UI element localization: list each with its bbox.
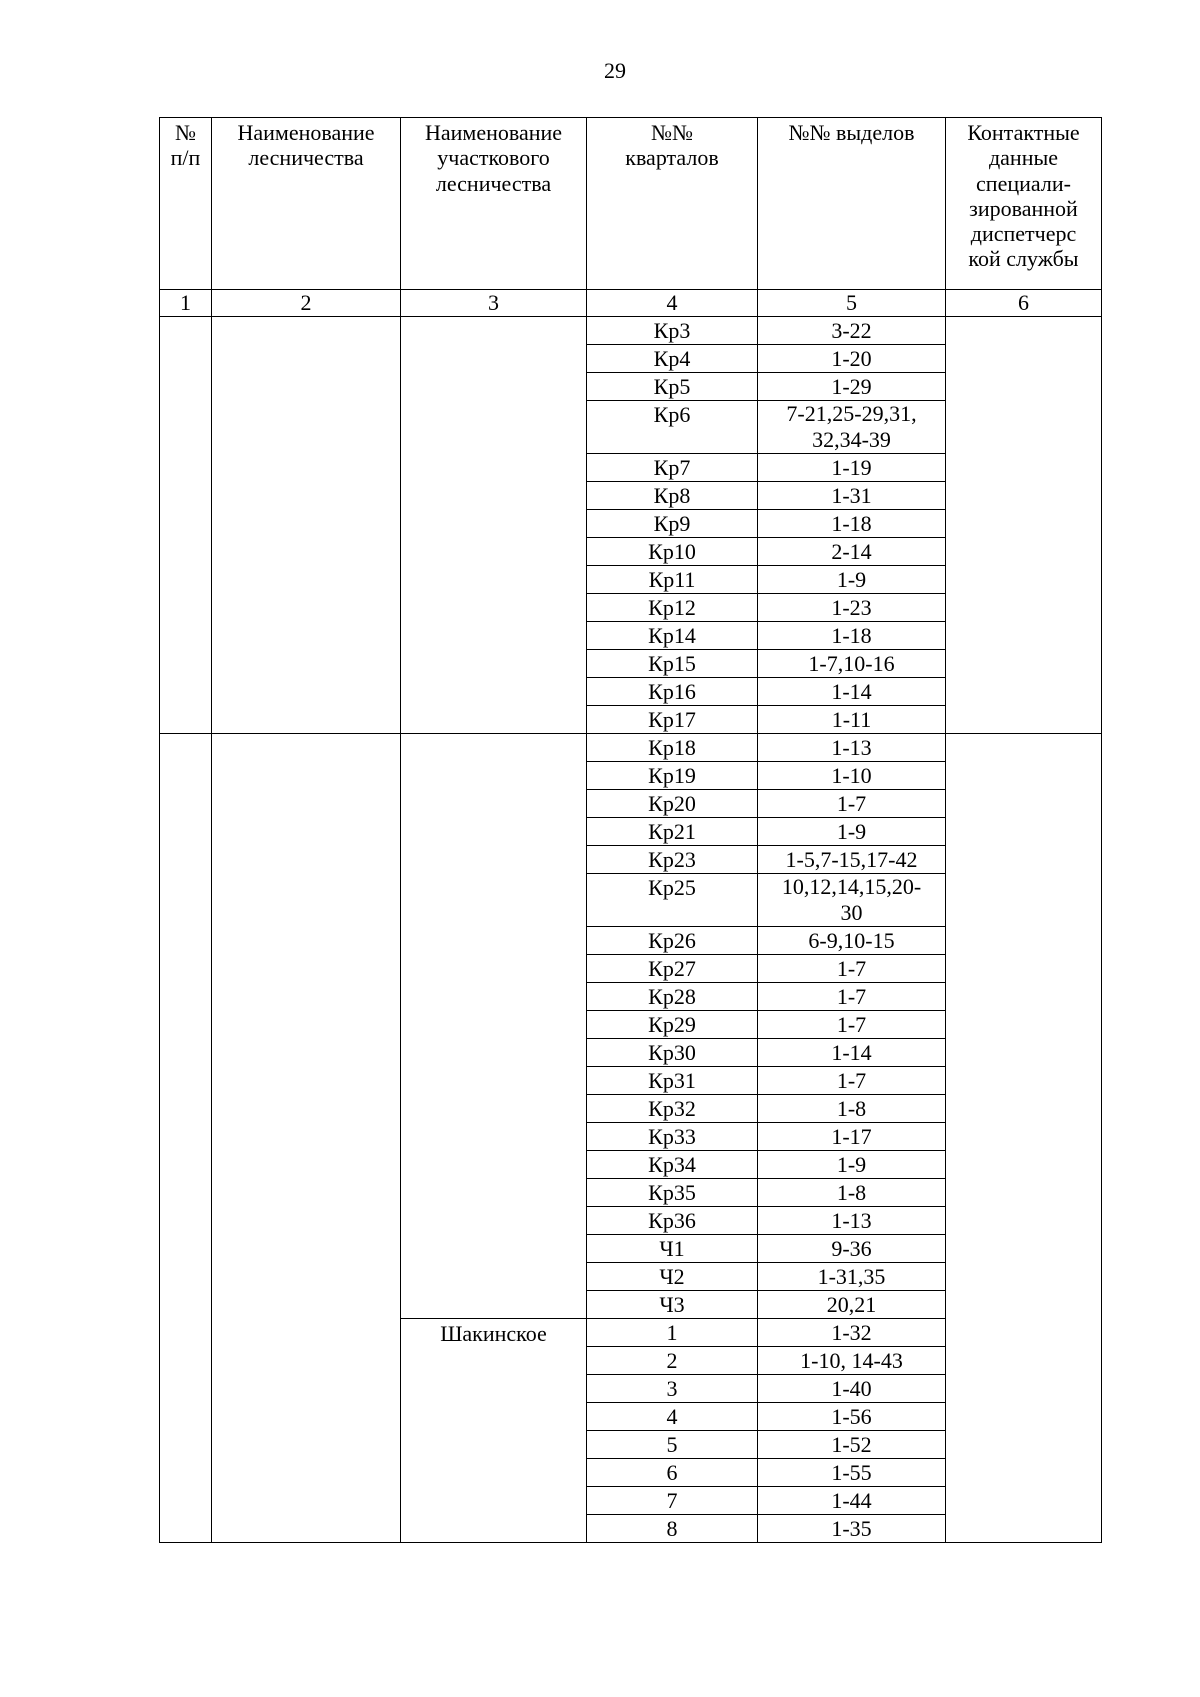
column-number: 2 <box>212 290 401 317</box>
district-forestry-name: Шакинское <box>401 1319 587 1543</box>
quarter-cell: Кр30 <box>587 1039 758 1067</box>
sections-cell: 3-22 <box>758 317 946 345</box>
quarter-cell: Ч1 <box>587 1235 758 1263</box>
quarter-cell: Кр23 <box>587 846 758 874</box>
sections-cell: 1-8 <box>758 1095 946 1123</box>
quarter-cell: Кр6 <box>587 401 758 454</box>
column-number: 3 <box>401 290 587 317</box>
quarter-cell: 3 <box>587 1375 758 1403</box>
header-text-line: № <box>175 120 196 145</box>
sections-cell: 1-14 <box>758 1039 946 1067</box>
quarter-cell: 8 <box>587 1515 758 1543</box>
quarter-cell: 7 <box>587 1487 758 1515</box>
quarter-cell: Ч3 <box>587 1291 758 1319</box>
header-text-line: №№ <box>651 120 693 145</box>
header-text-line: Наименование <box>237 120 375 145</box>
district-forestry-cell <box>401 317 587 734</box>
sections-cell: 1-13 <box>758 734 946 762</box>
sections-cell: 20,21 <box>758 1291 946 1319</box>
sections-cell: 1-7,10-16 <box>758 650 946 678</box>
header-text-line: зированной <box>969 195 1078 221</box>
sections-cell: 2-14 <box>758 538 946 566</box>
sections-cell: 1-11 <box>758 706 946 734</box>
quarter-cell: Кр20 <box>587 790 758 818</box>
quarter-cell: Кр27 <box>587 955 758 983</box>
sections-cell: 1-8 <box>758 1179 946 1207</box>
column-number-row <box>160 290 1102 317</box>
contacts-cell <box>946 734 1102 1543</box>
quarter-cell: Кр11 <box>587 566 758 594</box>
header-text-line: п/п <box>170 145 201 171</box>
sections-cell: 1-10, 14-43 <box>758 1347 946 1375</box>
sections-cell: 1-13 <box>758 1207 946 1235</box>
quarter-cell: Кр32 <box>587 1095 758 1123</box>
quarter-cell: Кр14 <box>587 622 758 650</box>
quarter-cell: Кр10 <box>587 538 758 566</box>
column-number: 6 <box>946 290 1102 317</box>
district-forestry-cell <box>401 734 587 1319</box>
sections-cell: 1-10 <box>758 762 946 790</box>
quarter-cell: Кр17 <box>587 706 758 734</box>
sections-cell: 1-35 <box>758 1515 946 1543</box>
quarter-cell: Кр7 <box>587 454 758 482</box>
quarter-cell: Кр18 <box>587 734 758 762</box>
forestry-name-cell <box>212 734 401 1543</box>
table-group-1 <box>160 317 1102 734</box>
sections-cell: 10,12,14,15,20- 30 <box>758 874 946 927</box>
quarter-cell: Кр31 <box>587 1067 758 1095</box>
table-group-2 <box>160 734 1102 1543</box>
header-text-line: лесничества <box>435 170 552 196</box>
quarter-cell: 1 <box>587 1319 758 1347</box>
quarter-cell: Кр3 <box>587 317 758 345</box>
contacts-cell <box>946 317 1102 734</box>
column-number: 4 <box>587 290 758 317</box>
forestry-table <box>159 117 1102 1543</box>
sections-cell: 7-21,25-29,31, 32,34-39 <box>758 401 946 454</box>
quarter-cell: Кр29 <box>587 1011 758 1039</box>
header-text-line: диспетчерс <box>970 221 1077 247</box>
sections-cell: 1-52 <box>758 1431 946 1459</box>
header-text-line: кой службы <box>968 246 1079 272</box>
sections-cell: 1-44 <box>758 1487 946 1515</box>
sections-cell: 1-5,7-15,17-42 <box>758 846 946 874</box>
sections-cell: 1-7 <box>758 790 946 818</box>
table-row <box>160 734 1102 762</box>
quarter-cell: Кр21 <box>587 818 758 846</box>
quarter-cell: 2 <box>587 1347 758 1375</box>
sections-cell: 1-17 <box>758 1123 946 1151</box>
quarter-cell: Кр19 <box>587 762 758 790</box>
column-number: 1 <box>160 290 212 317</box>
sections-cell: 1-18 <box>758 622 946 650</box>
header-dispatch-contacts <box>946 118 1102 290</box>
sections-cell: 1-19 <box>758 454 946 482</box>
quarter-cell: Кр36 <box>587 1207 758 1235</box>
sections-cell: 1-56 <box>758 1403 946 1431</box>
header-row <box>160 118 1102 290</box>
header-text-line: специали- <box>976 170 1071 196</box>
sections-cell: 1-7 <box>758 983 946 1011</box>
sections-cell: 1-29 <box>758 373 946 401</box>
sections-cell: 1-20 <box>758 345 946 373</box>
sections-cell: 9-36 <box>758 1235 946 1263</box>
header-text-line: участкового <box>437 145 550 171</box>
sections-cell: 1-31,35 <box>758 1263 946 1291</box>
header-text-line: Контактные <box>967 120 1080 145</box>
quarter-cell: Кр34 <box>587 1151 758 1179</box>
quarter-cell: 4 <box>587 1403 758 1431</box>
quarter-cell: Кр9 <box>587 510 758 538</box>
header-forestry-name <box>212 118 401 290</box>
header-text-line: №№ выделов <box>788 120 915 145</box>
page-number: 29 <box>604 58 626 83</box>
quarter-cell: Ч2 <box>587 1263 758 1291</box>
header-text-line: Наименование <box>424 120 563 145</box>
sections-cell: 1-14 <box>758 678 946 706</box>
sections-cell: 1-31 <box>758 482 946 510</box>
quarter-cell: Кр25 <box>587 874 758 927</box>
number-cell <box>160 317 212 734</box>
header-text-line: данные <box>988 145 1059 171</box>
sections-cell: 1-55 <box>758 1459 946 1487</box>
quarter-cell: Кр12 <box>587 594 758 622</box>
column-number: 5 <box>758 290 946 317</box>
quarter-cell: Кр26 <box>587 927 758 955</box>
forestry-name-cell <box>212 317 401 734</box>
sections-cell: 6-9,10-15 <box>758 927 946 955</box>
sections-cell: 1-9 <box>758 1151 946 1179</box>
quarter-cell: 6 <box>587 1459 758 1487</box>
header-text-line: кварталов <box>625 145 719 171</box>
quarter-cell: Кр35 <box>587 1179 758 1207</box>
quarter-cell: Кр4 <box>587 345 758 373</box>
number-cell <box>160 734 212 1543</box>
sections-cell: 1-7 <box>758 1011 946 1039</box>
sections-cell: 1-9 <box>758 566 946 594</box>
sections-cell: 1-18 <box>758 510 946 538</box>
quarter-cell: Кр16 <box>587 678 758 706</box>
header-quarters <box>587 118 758 290</box>
sections-cell: 1-23 <box>758 594 946 622</box>
quarter-cell: Кр33 <box>587 1123 758 1151</box>
sections-cell: 1-7 <box>758 1067 946 1095</box>
header-district-forestry-name <box>401 118 587 290</box>
quarter-cell: Кр8 <box>587 482 758 510</box>
quarter-cell: Кр5 <box>587 373 758 401</box>
sections-cell: 1-7 <box>758 955 946 983</box>
header-text-line: лесничества <box>248 145 364 171</box>
header-sections <box>758 118 946 290</box>
sections-cell: 1-40 <box>758 1375 946 1403</box>
sections-cell: 1-9 <box>758 818 946 846</box>
quarter-cell: Кр15 <box>587 650 758 678</box>
quarter-cell: 5 <box>587 1431 758 1459</box>
header-number <box>160 118 212 290</box>
table-row <box>160 317 1102 345</box>
sections-cell: 1-32 <box>758 1319 946 1347</box>
quarter-cell: Кр28 <box>587 983 758 1011</box>
